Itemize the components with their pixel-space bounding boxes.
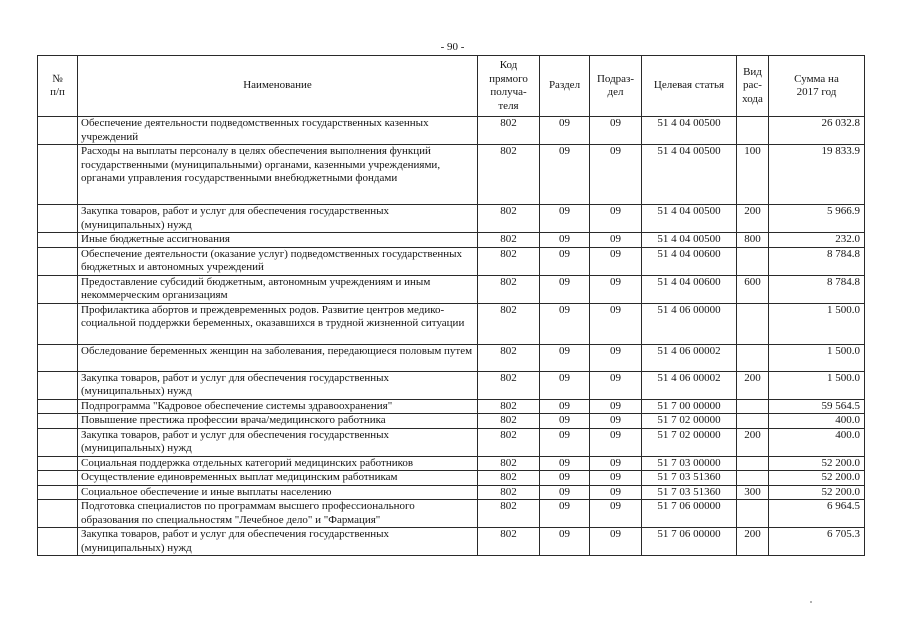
header-section: Раздел: [540, 56, 590, 117]
cell-code: 802: [478, 399, 540, 414]
cell-code: 802: [478, 247, 540, 275]
cell-num: [38, 303, 78, 344]
cell-num: [38, 344, 78, 371]
cell-target: 51 7 03 51360: [642, 471, 737, 486]
cell-num: [38, 471, 78, 486]
header-target: Целевая статья: [642, 56, 737, 117]
cell-target: 51 7 00 00000: [642, 399, 737, 414]
table-row: [38, 371, 865, 399]
cell-sum: 1 500.0: [769, 344, 865, 371]
table-header-row: [38, 56, 865, 117]
cell-sum: 400.0: [769, 428, 865, 456]
cell-num: [38, 247, 78, 275]
cell-section: 09: [540, 233, 590, 248]
cell-name: Обеспечение деятельности (оказание услуг) подведомственных государственных бюджетных и автономных учреждений: [78, 247, 478, 275]
cell-target: 51 7 02 00000: [642, 428, 737, 456]
cell-code: 802: [478, 485, 540, 500]
table-body: [38, 117, 865, 556]
cell-section: 09: [540, 371, 590, 399]
cell-subsection: 09: [590, 233, 642, 248]
cell-target: 51 4 04 00500: [642, 205, 737, 233]
cell-target: 51 4 04 00600: [642, 275, 737, 303]
cell-subsection: 09: [590, 456, 642, 471]
cell-subsection: 09: [590, 428, 642, 456]
cell-section: 09: [540, 145, 590, 205]
page-number: - 90 -: [440, 41, 465, 53]
cell-section: 09: [540, 500, 590, 528]
cell-subsection: 09: [590, 528, 642, 556]
cell-num: [38, 399, 78, 414]
cell-target: 51 7 06 00000: [642, 500, 737, 528]
cell-code: 802: [478, 117, 540, 145]
cell-subsection: 09: [590, 344, 642, 371]
table-row: [38, 303, 865, 344]
cell-subsection: 09: [590, 471, 642, 486]
cell-name: Предоставление субсидий бюджетным, автономным учреждениям и иным некоммерческим организациям: [78, 275, 478, 303]
cell-code: 802: [478, 456, 540, 471]
cell-target: 51 7 03 00000: [642, 456, 737, 471]
cell-section: 09: [540, 344, 590, 371]
cell-name: Закупка товаров, работ и услуг для обеспечения государственных (муниципальных) нужд: [78, 371, 478, 399]
cell-name: Иные бюджетные ассигнования: [78, 233, 478, 248]
cell-subsection: 09: [590, 371, 642, 399]
cell-num: [38, 117, 78, 145]
cell-sum: 6 705.3: [769, 528, 865, 556]
cell-expense: [737, 117, 769, 145]
cell-subsection: 09: [590, 399, 642, 414]
cell-section: 09: [540, 528, 590, 556]
cell-target: 51 7 06 00000: [642, 528, 737, 556]
budget-table: [37, 55, 865, 556]
cell-sum: 8 784.8: [769, 275, 865, 303]
cell-sum: 1 500.0: [769, 371, 865, 399]
cell-name: Закупка товаров, работ и услуг для обеспечения государственных (муниципальных) нужд: [78, 528, 478, 556]
cell-subsection: 09: [590, 117, 642, 145]
cell-code: 802: [478, 528, 540, 556]
table-row: [38, 528, 865, 556]
cell-code: 802: [478, 471, 540, 486]
cell-num: [38, 205, 78, 233]
cell-target: 51 4 04 00500: [642, 117, 737, 145]
cell-code: 802: [478, 371, 540, 399]
table-row: [38, 247, 865, 275]
cell-name: Социальная поддержка отдельных категорий медицинских работников: [78, 456, 478, 471]
cell-expense: [737, 303, 769, 344]
cell-sum: 8 784.8: [769, 247, 865, 275]
cell-section: 09: [540, 303, 590, 344]
table-row: [38, 485, 865, 500]
cell-sum: 1 500.0: [769, 303, 865, 344]
cell-num: [38, 371, 78, 399]
cell-section: 09: [540, 485, 590, 500]
cell-num: [38, 414, 78, 429]
cell-subsection: 09: [590, 485, 642, 500]
cell-section: 09: [540, 456, 590, 471]
cell-expense: 200: [737, 528, 769, 556]
cell-target: 51 7 03 51360: [642, 485, 737, 500]
cell-sum: 19 833.9: [769, 145, 865, 205]
scan-speck: [810, 601, 812, 603]
cell-sum: 5 966.9: [769, 205, 865, 233]
cell-section: 09: [540, 247, 590, 275]
cell-expense: 200: [737, 428, 769, 456]
cell-expense: [737, 344, 769, 371]
cell-expense: [737, 500, 769, 528]
cell-num: [38, 233, 78, 248]
cell-subsection: 09: [590, 205, 642, 233]
cell-subsection: 09: [590, 414, 642, 429]
cell-sum: 52 200.0: [769, 471, 865, 486]
cell-expense: 600: [737, 275, 769, 303]
cell-sum: 26 032.8: [769, 117, 865, 145]
cell-num: [38, 428, 78, 456]
cell-code: 802: [478, 344, 540, 371]
table-row: [38, 471, 865, 486]
cell-code: 802: [478, 414, 540, 429]
cell-expense: [737, 247, 769, 275]
table-row: [38, 399, 865, 414]
cell-code: 802: [478, 500, 540, 528]
cell-num: [38, 145, 78, 205]
table-row: [38, 428, 865, 456]
table-row: [38, 456, 865, 471]
cell-expense: [737, 399, 769, 414]
cell-name: Расходы на выплаты персоналу в целях обеспечения выполнения функций государственными (муниципальными) органами, казенными учреждениями, органами управления государственными внебюджетными фондами: [78, 145, 478, 205]
header-expense: Вид рас- хода: [737, 56, 769, 117]
cell-code: 802: [478, 205, 540, 233]
cell-name: Социальное обеспечение и иные выплаты населению: [78, 485, 478, 500]
cell-target: 51 4 06 00002: [642, 344, 737, 371]
cell-expense: 300: [737, 485, 769, 500]
cell-num: [38, 528, 78, 556]
cell-sum: 59 564.5: [769, 399, 865, 414]
cell-section: 09: [540, 428, 590, 456]
cell-subsection: 09: [590, 145, 642, 205]
cell-expense: [737, 471, 769, 486]
header-name: Наименование: [78, 56, 478, 117]
cell-code: 802: [478, 233, 540, 248]
table-row: [38, 500, 865, 528]
cell-name: Закупка товаров, работ и услуг для обеспечения государственных (муниципальных) нужд: [78, 428, 478, 456]
table-row: [38, 414, 865, 429]
cell-section: 09: [540, 117, 590, 145]
cell-target: 51 4 04 00500: [642, 145, 737, 205]
cell-expense: 200: [737, 371, 769, 399]
cell-name: Обследование беременных женщин на заболевания, передающиеся половым путем: [78, 344, 478, 371]
cell-sum: 6 964.5: [769, 500, 865, 528]
cell-code: 802: [478, 303, 540, 344]
cell-code: 802: [478, 145, 540, 205]
cell-target: 51 4 06 00000: [642, 303, 737, 344]
cell-num: [38, 456, 78, 471]
header-code: Код прямого получа- теля: [478, 56, 540, 117]
table-row: [38, 233, 865, 248]
cell-code: 802: [478, 428, 540, 456]
cell-code: 802: [478, 275, 540, 303]
header-subsection: Подраз- дел: [590, 56, 642, 117]
cell-section: 09: [540, 471, 590, 486]
cell-target: 51 4 04 00500: [642, 233, 737, 248]
table-row: [38, 275, 865, 303]
cell-expense: 800: [737, 233, 769, 248]
table-row: [38, 344, 865, 371]
cell-target: 51 7 02 00000: [642, 414, 737, 429]
header-sum: Сумма на 2017 год: [769, 56, 865, 117]
cell-num: [38, 500, 78, 528]
table-row: [38, 145, 865, 205]
cell-sum: 52 200.0: [769, 456, 865, 471]
cell-name: Профилактика абортов и преждевременных родов. Развитие центров медико-социальной поддержки беременных, оказавшихся в трудной жизненной ситуации: [78, 303, 478, 344]
header-num: № п/п: [38, 56, 78, 117]
cell-name: Подпрограмма "Кадровое обеспечение системы здравоохранения": [78, 399, 478, 414]
cell-subsection: 09: [590, 275, 642, 303]
cell-target: 51 4 06 00002: [642, 371, 737, 399]
cell-name: Закупка товаров, работ и услуг для обеспечения государственных (муниципальных) нужд: [78, 205, 478, 233]
cell-sum: 232.0: [769, 233, 865, 248]
cell-num: [38, 485, 78, 500]
cell-name: Подготовка специалистов по программам высшего профессионального образования по специальностям "Лечебное дело" и "Фармация": [78, 500, 478, 528]
cell-subsection: 09: [590, 500, 642, 528]
cell-name: Повышение престижа профессии врача/медицинского работника: [78, 414, 478, 429]
cell-target: 51 4 04 00600: [642, 247, 737, 275]
cell-num: [38, 275, 78, 303]
table-row: [38, 117, 865, 145]
table-row: [38, 205, 865, 233]
cell-section: 09: [540, 275, 590, 303]
cell-section: 09: [540, 414, 590, 429]
cell-name: Обеспечение деятельности подведомственных государственных казенных учреждений: [78, 117, 478, 145]
cell-expense: [737, 456, 769, 471]
cell-section: 09: [540, 205, 590, 233]
cell-section: 09: [540, 399, 590, 414]
cell-expense: [737, 414, 769, 429]
cell-subsection: 09: [590, 303, 642, 344]
cell-name: Осуществление единовременных выплат медицинским работникам: [78, 471, 478, 486]
cell-sum: 400.0: [769, 414, 865, 429]
cell-expense: 100: [737, 145, 769, 205]
cell-subsection: 09: [590, 247, 642, 275]
cell-sum: 52 200.0: [769, 485, 865, 500]
cell-expense: 200: [737, 205, 769, 233]
